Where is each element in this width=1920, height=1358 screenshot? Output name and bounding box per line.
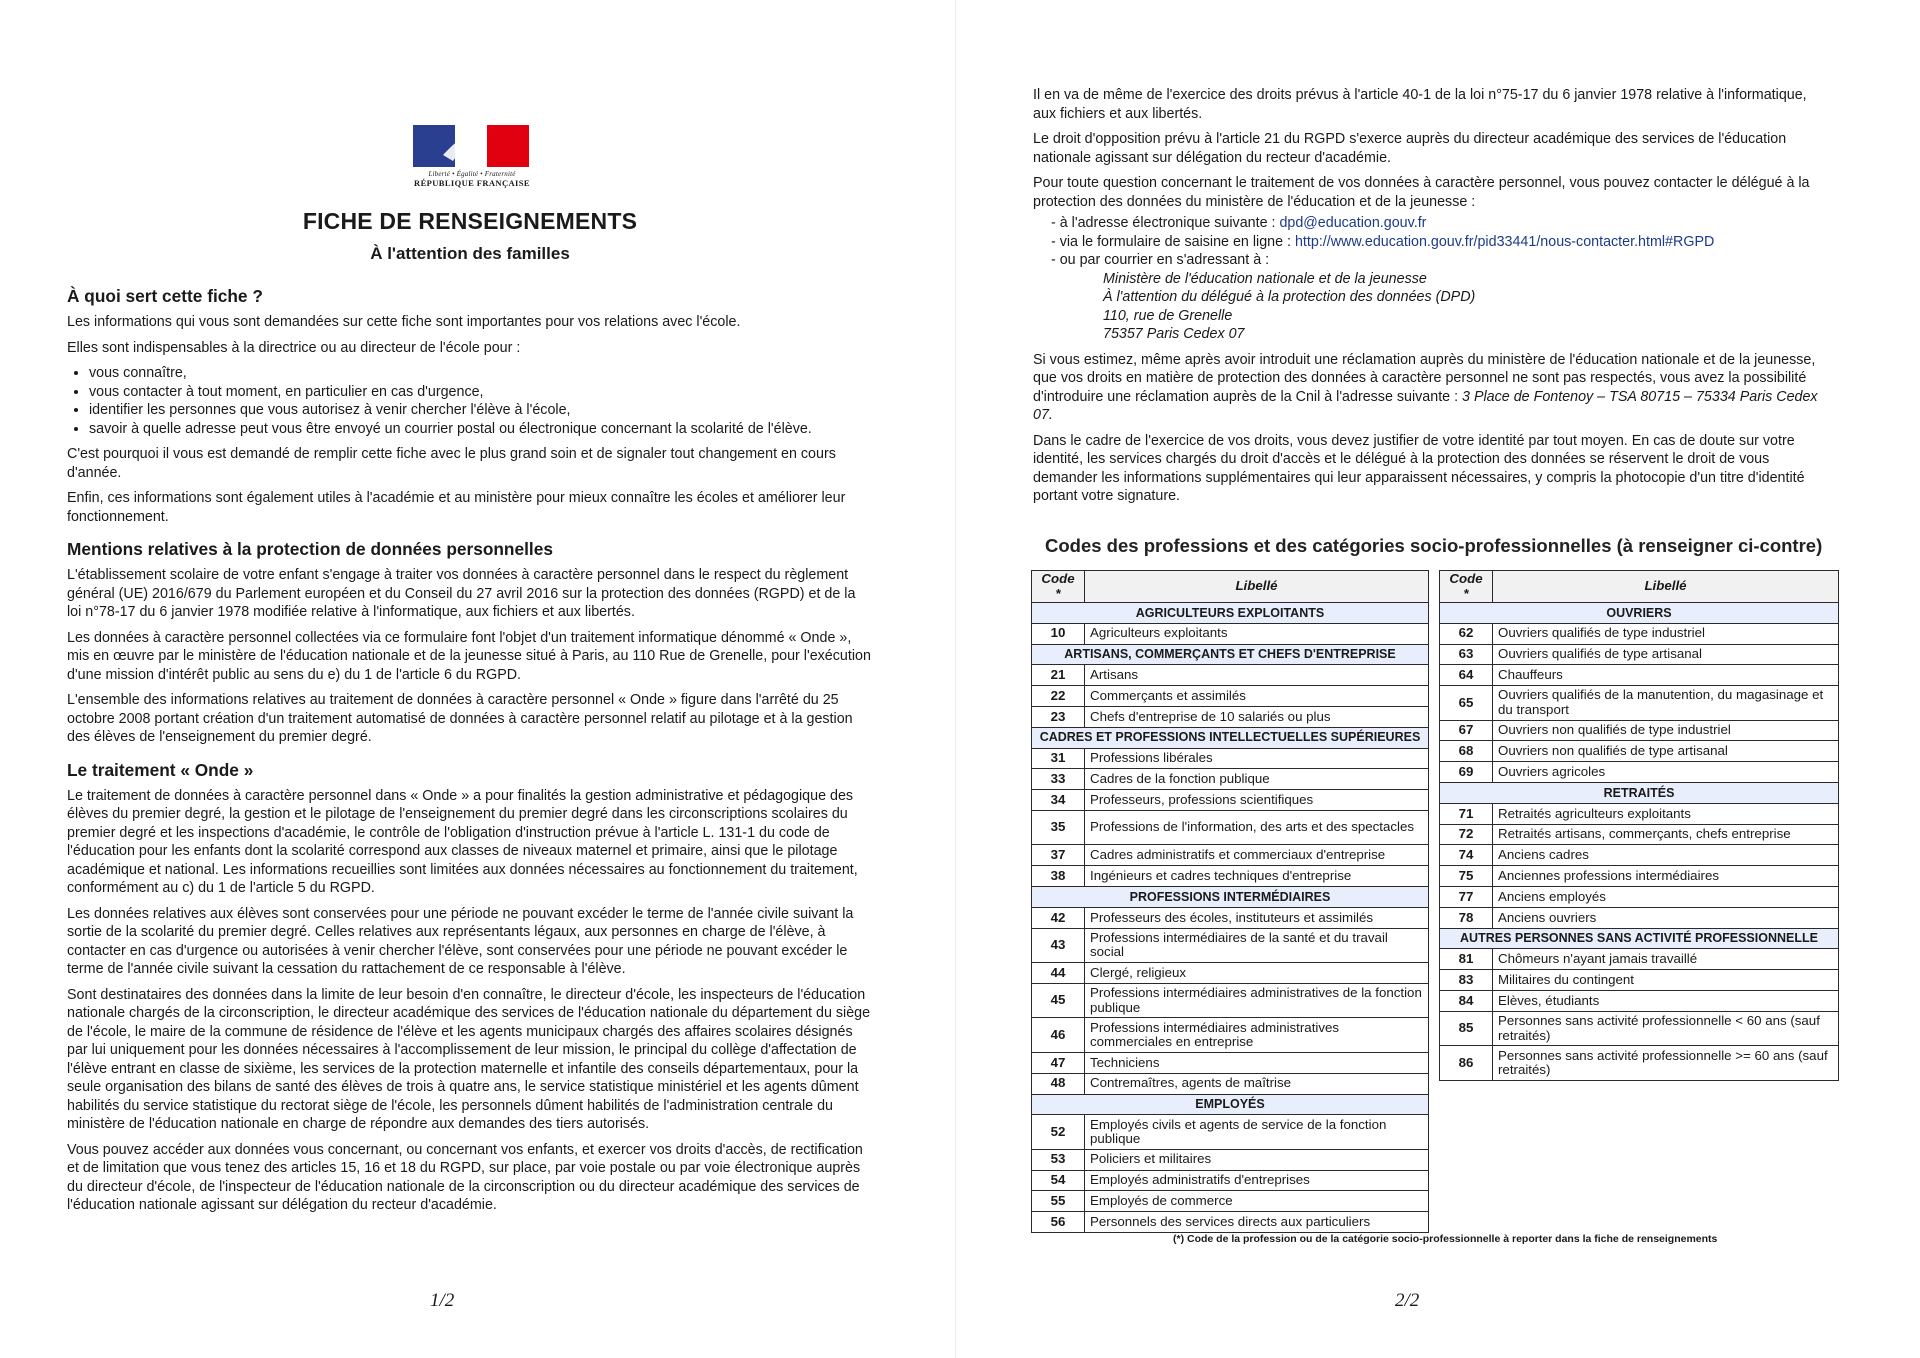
table-row xyxy=(1440,970,1839,991)
category-row xyxy=(1032,887,1429,908)
table-row xyxy=(1032,1052,1429,1073)
paragraph: Pour toute question concernant le traitement de vos données à caractère personnel, vous pouvez contacter le délégué à la protection des données du ministère de l'éducation et de la jeunesse : xyxy=(1033,175,1810,210)
table-row xyxy=(1440,907,1839,928)
profession-code: 10 xyxy=(1032,623,1085,644)
table-row xyxy=(1440,665,1839,686)
category-row xyxy=(1032,644,1429,665)
profession-code: 71 xyxy=(1440,803,1493,824)
category-label: ARTISANS, COMMERÇANTS ET CHEFS D'ENTREPRISE xyxy=(1032,644,1429,665)
profession-code: 81 xyxy=(1440,949,1493,970)
profession-code: 63 xyxy=(1440,644,1493,665)
table-row xyxy=(1032,1149,1429,1170)
paragraph: Le droit d'opposition prévu à l'article 21 du RGPD s'exerce auprès du directeur académique des services de l'éducation nationale agissant sur délégation du recteur d'académie. xyxy=(1033,131,1787,166)
profession-label: Employés de commerce xyxy=(1085,1191,1429,1212)
profession-label: Contremaîtres, agents de maîtrise xyxy=(1085,1073,1429,1094)
profession-label: Ouvriers qualifiés de la manutention, du magasinage et du transport xyxy=(1493,686,1839,721)
profession-label: Ouvriers agricoles xyxy=(1493,762,1839,783)
paragraph: Sont destinataires des données dans la limite de leur besoin d'en connaître, le directeur d'école, les inspecteurs de l'éducation nationale chargés de la circonscription, le directeur académique des services de l'éducation nationale du département du siège de l'école, le maire de la commune de résidence de l'élève et les agents municipaux chargés des affaires scolaires désignés par lui uniquement pour les données nécessaires à l'accomplissement de leur mission, le principal du collège d'affectation de l'élève entrant en classe de sixième, les services de la protection maternelle et infantile des conseils départementaux, pour la seule organisation des bilans de santé des élèves de trois à quatre ans, le service statistique ministériel et les agents dûment habilités du service statistique du rectorat siège de l'école, les personnels dûment habilités de l'administration centrale du ministère de l'éducation nationale en charge de répondre aux demandes des tiers autorisés. xyxy=(67,986,871,1132)
profession-code: 22 xyxy=(1032,686,1085,707)
table-row xyxy=(1032,686,1429,707)
logo-republique: RÉPUBLIQUE FRANÇAISE xyxy=(414,178,530,188)
category-row xyxy=(1440,603,1839,624)
paragraph: Les données relatives aux élèves sont conservées pour une période ne pouvant excéder le terme de l'année civile suivant la sortie de la scolarité du premier degré. Celles relatives aux représentants légaux, aux personnes en charge de l'élève, à contacter en cas d'urgence ou autorisées à venir chercher l'élève, sont conservées pour une période ne pouvant excéder le terme de l'année civile suivant la cessation du rattachement de ce responsable à l'élève. xyxy=(67,905,854,977)
profession-label: Clergé, religieux xyxy=(1085,963,1429,984)
paragraph: Enfin, ces informations sont également utiles à l'académie et au ministère pour mieux connaître les écoles et améliorer leur fonctionnement. xyxy=(67,490,846,525)
profession-label: Professions intermédiaires administratives de la fonction publique xyxy=(1085,983,1429,1018)
table-row xyxy=(1440,887,1839,908)
profession-label: Anciens cadres xyxy=(1493,845,1839,866)
category-row xyxy=(1440,783,1839,804)
purpose-list xyxy=(67,364,872,438)
column-header-label: Libellé xyxy=(1085,571,1429,603)
profession-code: 33 xyxy=(1032,769,1085,790)
page-number: 1/2 xyxy=(430,1290,455,1311)
profession-label: Ouvriers non qualifiés de type artisanal xyxy=(1493,741,1839,762)
category-row xyxy=(1032,603,1429,624)
profession-label: Chômeurs n'ayant jamais travaillé xyxy=(1493,949,1839,970)
profession-label: Anciens employés xyxy=(1493,887,1839,908)
paragraph: Il en va de même de l'exercice des droits prévus à l'article 40-1 de la loi n°75-17 du 6 janvier 1978 relative à l'informatique, aux fichiers et aux libertés. xyxy=(1033,87,1807,122)
section-heading-data-protection: Mentions relatives à la protection de données personnelles xyxy=(67,539,553,559)
document-title: FICHE DE RENSEIGNEMENTS xyxy=(302,208,638,234)
paragraph: L'établissement scolaire de votre enfant s'engage à traiter vos données à caractère personnel dans le respect du règlement général (UE) 2016/679 du Parlement européen et du Conseil du 27 avril 2016 sur la protection des données (RGPD) et de la loi n°78-17 du 6 janvier 1978 modifiée relative à l'informatique, aux fichiers et aux libertés. xyxy=(67,567,856,620)
table-row xyxy=(1440,845,1839,866)
paragraph: Vous pouvez accéder aux données vous concernant, ou concernant vos enfants, et exercer vos droits d'accès, de rectification et de limitation que vous tenez des articles 15, 16 et 18 du RGPD, sur place, par voie postale ou par voie électronique auprès du directeur d'école, de l'inspecteur de l'éducation nationale de la circonscription ou du directeur académique des services de l'éducation nationale agissant sur délégation du recteur d'académie. xyxy=(67,1141,863,1213)
page-number: 2/2 xyxy=(1395,1290,1420,1311)
profession-label: Retraités artisans, commerçants, chefs entreprise xyxy=(1493,824,1839,845)
table-row xyxy=(1032,1212,1429,1233)
category-row xyxy=(1032,727,1429,748)
profession-label: Chefs d'entreprise de 10 salariés ou plus xyxy=(1085,706,1429,727)
profession-code: 55 xyxy=(1032,1191,1085,1212)
profession-code: 21 xyxy=(1032,665,1085,686)
profession-code: 56 xyxy=(1032,1212,1085,1233)
profession-label: Personnels des services directs aux particuliers xyxy=(1085,1212,1429,1233)
profession-label: Employés administratifs d'entreprises xyxy=(1085,1170,1429,1191)
paragraph: L'ensemble des informations relatives au traitement de données à caractère personnel « Onde » figure dans l'arrêté du 25 octobre 2008 portant création d'un traitement automatisé de données à caractère personnel relatif au pilotage et à la gestion des élèves de l'enseignement du premier degré. xyxy=(67,692,853,745)
table-row xyxy=(1032,769,1429,790)
category-label: EMPLOYÉS xyxy=(1032,1094,1429,1115)
profession-label: Retraités agriculteurs exploitants xyxy=(1493,803,1839,824)
profession-label: Ouvriers non qualifiés de type industriel xyxy=(1493,720,1839,741)
profession-label: Cadres de la fonction publique xyxy=(1085,769,1429,790)
page-1-body xyxy=(67,285,872,1222)
table-row xyxy=(1032,790,1429,811)
table-row xyxy=(1440,949,1839,970)
table-row xyxy=(1032,665,1429,686)
profession-code: 46 xyxy=(1032,1018,1085,1053)
profession-code: 78 xyxy=(1440,907,1493,928)
profession-label: Commerçants et assimilés xyxy=(1085,686,1429,707)
profession-code: 38 xyxy=(1032,866,1085,887)
contact-list xyxy=(1033,214,1833,270)
marianne-flag-icon xyxy=(413,125,529,167)
profession-code: 64 xyxy=(1440,665,1493,686)
table-row xyxy=(1032,963,1429,984)
profession-codes-table-right xyxy=(1439,570,1839,1081)
profession-codes-table-left xyxy=(1031,570,1429,1233)
category-label: CADRES ET PROFESSIONS INTELLECTUELLES SUPÉRIEURES xyxy=(1032,727,1429,748)
profession-code: 62 xyxy=(1440,623,1493,644)
contact-form-link[interactable]: http://www.education.gouv.fr/pid33441/nous-contacter.html#RGPD xyxy=(1294,233,1715,250)
cnil-address: 3 Place de Fontenoy – TSA 80715 – 75334 Paris Cedex 07. xyxy=(1033,388,1818,423)
profession-code: 74 xyxy=(1440,845,1493,866)
profession-code: 48 xyxy=(1032,1073,1085,1094)
table-title: Codes des professions et des catégories socio-professionnelles (à renseigner ci-contre) xyxy=(1045,535,1823,556)
page-2 xyxy=(955,0,1920,1358)
table-row xyxy=(1440,1011,1839,1046)
profession-label: Anciennes professions intermédiaires xyxy=(1493,866,1839,887)
table-row xyxy=(1440,741,1839,762)
profession-code: 65 xyxy=(1440,686,1493,721)
list-item: • vous connaître, xyxy=(89,364,872,383)
contact-email-item xyxy=(1051,214,1833,233)
profession-label: Ingénieurs et cadres techniques d'entreprise xyxy=(1085,866,1429,887)
table-row xyxy=(1440,720,1839,741)
table-row xyxy=(1440,762,1839,783)
table-row xyxy=(1440,644,1839,665)
page-2-body xyxy=(1033,86,1833,513)
profession-label: Policiers et militaires xyxy=(1085,1149,1429,1170)
profession-label: Chauffeurs xyxy=(1493,665,1839,686)
table-row xyxy=(1440,824,1839,845)
profession-label: Professeurs, professions scientifiques xyxy=(1085,790,1429,811)
section-heading-onde: Le traitement « Onde » xyxy=(67,759,254,780)
table-row xyxy=(1032,1018,1429,1053)
category-label: PROFESSIONS INTERMÉDIAIRES xyxy=(1032,887,1429,908)
profession-code: 54 xyxy=(1032,1170,1085,1191)
table-row xyxy=(1032,866,1429,887)
profession-label: Employés civils et agents de service de la fonction publique xyxy=(1085,1115,1429,1150)
profession-code: 75 xyxy=(1440,866,1493,887)
table-row xyxy=(1032,706,1429,727)
profession-code: 68 xyxy=(1440,741,1493,762)
table-row xyxy=(1032,748,1429,769)
profession-code: 77 xyxy=(1440,887,1493,908)
profession-label: Professeurs des écoles, instituteurs et assimilés xyxy=(1085,907,1429,928)
profession-code: 67 xyxy=(1440,720,1493,741)
paragraph: Elles sont indispensables à la directrice ou au directeur de l'école pour : xyxy=(67,339,521,356)
profession-label: Personnes sans activité professionnelle >= 60 ans (sauf retraités) xyxy=(1493,1046,1839,1081)
table-row xyxy=(1032,1073,1429,1094)
category-row xyxy=(1032,1094,1429,1115)
profession-label: Anciens ouvriers xyxy=(1493,907,1839,928)
profession-label: Ouvriers qualifiés de type artisanal xyxy=(1493,644,1839,665)
profession-label: Artisans xyxy=(1085,665,1429,686)
profession-code: 44 xyxy=(1032,963,1085,984)
profession-code: 42 xyxy=(1032,907,1085,928)
profession-label: Cadres administratifs et commerciaux d'entreprise xyxy=(1085,845,1429,866)
list-item: • vous contacter à tout moment, en particulier en cas d'urgence, xyxy=(89,383,872,402)
email-link[interactable]: dpd@education.gouv.fr xyxy=(1279,215,1427,231)
table-row xyxy=(1440,1046,1839,1081)
paragraph: Le traitement de données à caractère personnel dans « Onde » a pour finalités la gestion administrative et pédagogique des élèves du premier degré, la gestion et le pilotage de l'enseignement du premier degré dans les circonscriptions scolaires du premier degré et les inspections d'académie, le contrôle de l'obligation d'instruction prévue à l'article L. 131-1 du code de l'éducation pour les enfants dont la scolarité correspond aux classes de niveaux maternel et primaire, ainsi que le pilotage académique et national. Les informations recueillies sont limitées aux données nécessaires au fonctionnement du traitement, conformément au c) du 1 de l'article 5 du RGPD. xyxy=(67,787,858,896)
profession-code: 47 xyxy=(1032,1052,1085,1073)
table-row xyxy=(1032,810,1429,845)
postal-address xyxy=(1103,270,1833,344)
list-item: • savoir à quelle adresse peut vous être envoyé un courrier postal ou électronique concernant la scolarité de l'élève. xyxy=(89,420,872,439)
contact-form-prefix: via le formulaire de saisine en ligne : xyxy=(1059,233,1295,250)
table-row xyxy=(1440,991,1839,1012)
category-label: AUTRES PERSONNES SANS ACTIVITÉ PROFESSIONNELLE xyxy=(1440,928,1839,949)
republique-francaise-logo xyxy=(413,125,531,188)
table-row xyxy=(1440,866,1839,887)
profession-code: 23 xyxy=(1032,706,1085,727)
column-header-code: Code * xyxy=(1440,571,1493,603)
table-row xyxy=(1032,907,1429,928)
category-row xyxy=(1440,928,1839,949)
contact-form-item xyxy=(1051,233,1833,252)
profession-label: Professions libérales xyxy=(1085,748,1429,769)
profession-label: Personnes sans activité professionnelle < 60 ans (sauf retraités) xyxy=(1493,1011,1839,1046)
profession-code: 34 xyxy=(1032,790,1085,811)
table-row xyxy=(1440,623,1839,644)
profession-code: 35 xyxy=(1032,810,1085,845)
profession-label: Agriculteurs exploitants xyxy=(1085,623,1429,644)
table-row xyxy=(1032,1170,1429,1191)
category-label: OUVRIERS xyxy=(1440,603,1839,624)
contact-email-prefix: à l'adresse électronique suivante : xyxy=(1059,215,1280,231)
profession-label: Ouvriers qualifiés de type industriel xyxy=(1493,623,1839,644)
document-subtitle: À l'attention des familles xyxy=(370,244,570,263)
table-row xyxy=(1032,623,1429,644)
address-line: 75357 Paris Cedex 07 xyxy=(1103,326,1245,342)
profession-label: Elèves, étudiants xyxy=(1493,991,1839,1012)
profession-code: 52 xyxy=(1032,1115,1085,1150)
address-line: Ministère de l'éducation nationale et de la jeunesse xyxy=(1103,270,1427,287)
category-label: RETRAITÉS xyxy=(1440,783,1839,804)
paragraph xyxy=(1033,351,1833,425)
table-row xyxy=(1032,1191,1429,1212)
profession-code: 84 xyxy=(1440,991,1493,1012)
table-row xyxy=(1440,803,1839,824)
profession-code: 53 xyxy=(1032,1149,1085,1170)
logo-motto: Liberté • Égalité • Fraternité xyxy=(428,170,516,178)
contact-mail-item: - ou par courrier en s'adressant à : xyxy=(1051,251,1833,270)
paragraph: Les informations qui vous sont demandées sur cette fiche sont importantes pour vos relations avec l'école. xyxy=(67,314,741,330)
table-row xyxy=(1032,1115,1429,1150)
table-footnote: (*) Code de la profession ou de la catégorie socio-professionnelle à reporter dans la fiche de renseignements xyxy=(1173,1233,1718,1245)
profession-code: 86 xyxy=(1440,1046,1493,1081)
profession-code: 72 xyxy=(1440,824,1493,845)
cnil-text: Si vous estimez, même après avoir introduit une réclamation auprès du ministère de l'éducation nationale et de la jeunesse, que vos droits en matière de protection des données à caractère personnel ne sont pas respectés, vous avez la possibilité d'introduire une réclamation auprès de la Cnil à l'adresse suivante : xyxy=(1033,351,1816,405)
section-heading-purpose: À quoi sert cette fiche ? xyxy=(67,286,263,306)
profession-code: 83 xyxy=(1440,970,1493,991)
paragraph: Dans le cadre de l'exercice de vos droits, vous devez justifier de votre identité par tout moyen. En cas de doute sur votre identité, les services chargés du droit d'accès et le délégué à la protection des données se réservent le droit de vous demander les informations supplémentaires qui leur apparaissent nécessaires, y compris la photocopie d'un titre d'identité portant votre signature. xyxy=(1033,432,1805,504)
profession-code: 69 xyxy=(1440,762,1493,783)
profession-code: 37 xyxy=(1032,845,1085,866)
paragraph: C'est pourquoi il vous est demandé de remplir cette fiche avec le plus grand soin et de signaler tout changement en cours d'année. xyxy=(67,446,836,481)
list-item: • identifier les personnes que vous autorisez à venir chercher l'élève à l'école, xyxy=(89,401,872,420)
profession-code: 85 xyxy=(1440,1011,1493,1046)
page-1 xyxy=(0,0,955,1358)
paragraph: Les données à caractère personnel collectées via ce formulaire font l'objet d'un traitement informatique dénommé « Onde », mis en œuvre par le ministère de l'éducation nationale et de la jeunesse situé à Paris, au 110 Rue de Grenelle, pour l'exécution d'une mission d'intérêt public au sens du e) du 1 de l'article 6 du RGPD. xyxy=(67,629,871,683)
address-line: 110, rue de Grenelle xyxy=(1103,307,1233,324)
table-row xyxy=(1032,928,1429,963)
profession-code: 31 xyxy=(1032,748,1085,769)
profession-code: 45 xyxy=(1032,983,1085,1018)
category-label: AGRICULTEURS EXPLOITANTS xyxy=(1032,603,1429,624)
table-row xyxy=(1032,983,1429,1018)
profession-label: Professions intermédiaires administratives commerciales en entreprise xyxy=(1085,1018,1429,1053)
column-header-code: Code * xyxy=(1032,571,1085,603)
profession-label: Techniciens xyxy=(1085,1052,1429,1073)
table-row xyxy=(1440,686,1839,721)
address-line: À l'attention du délégué à la protection des données (DPD) xyxy=(1103,289,1476,305)
profession-label: Militaires du contingent xyxy=(1493,970,1839,991)
table-row xyxy=(1032,845,1429,866)
profession-code: 43 xyxy=(1032,928,1085,963)
profession-label: Professions intermédiaires de la santé et du travail social xyxy=(1085,928,1429,963)
profession-label: Professions de l'information, des arts et des spectacles xyxy=(1085,810,1429,845)
column-header-label: Libellé xyxy=(1493,571,1839,603)
